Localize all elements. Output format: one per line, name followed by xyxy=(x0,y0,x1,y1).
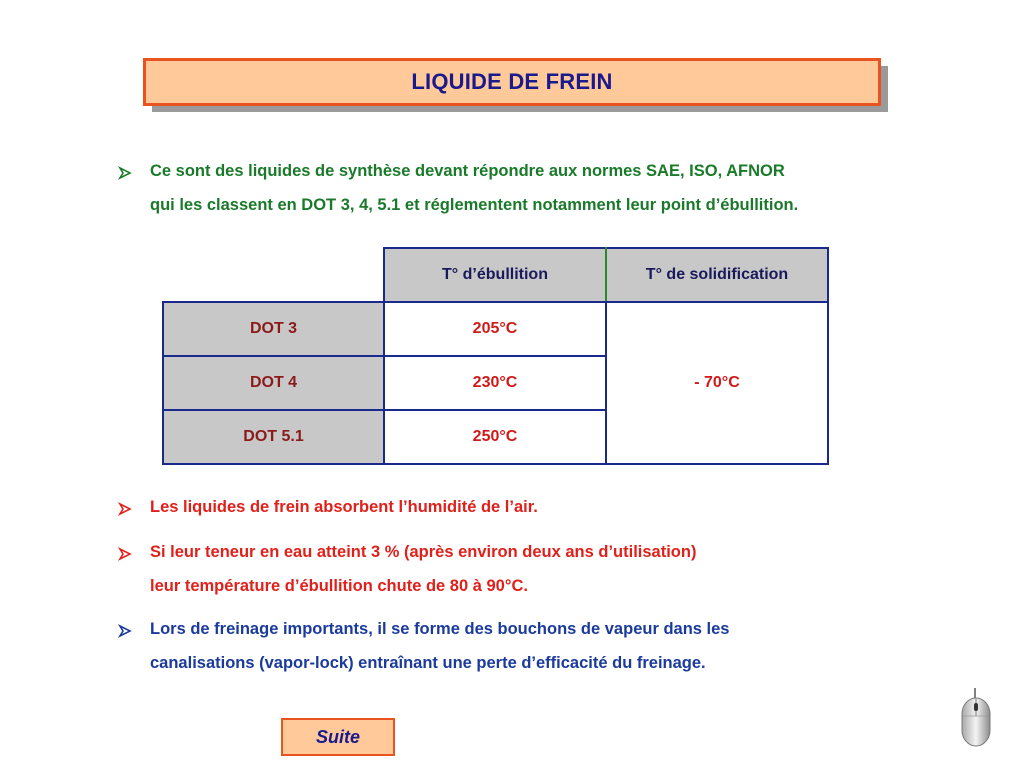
paragraph1-line1: Ce sont des liquides de synthèse devant répondre aux normes SAE, ISO, AFNOR xyxy=(150,162,785,180)
paragraph1-line2: qui les classent en DOT 3, 4, 5.1 et réglementent notamment leur point d’ébullition. xyxy=(150,196,799,214)
boiling-dot51: 250°C xyxy=(384,410,606,464)
arrow-bullet-icon xyxy=(118,624,132,638)
row-label-dot4: DOT 4 xyxy=(163,356,384,410)
paragraph4-line1: Lors de freinage importants, il se forme des bouchons de vapeur dans les xyxy=(150,620,730,638)
title-banner xyxy=(143,58,881,106)
boiling-dot4: 230°C xyxy=(384,356,606,410)
row-label-dot3: DOT 3 xyxy=(163,302,384,356)
table-empty-corner xyxy=(163,248,384,302)
paragraph2-line1: Les liquides de frein absorbent l’humidité de l’air. xyxy=(150,498,538,516)
arrow-bullet-icon xyxy=(118,502,132,516)
suite-button[interactable]: Suite xyxy=(281,718,395,756)
row-label-dot51: DOT 5.1 xyxy=(163,410,384,464)
dot-table xyxy=(162,247,829,465)
page-title: LIQUIDE DE FREIN xyxy=(411,69,613,94)
boiling-dot3: 205°C xyxy=(384,302,606,356)
paragraph3-line2: leur température d’ébullition chute de 80 à 90°C. xyxy=(150,577,528,595)
arrow-bullet-icon xyxy=(118,547,132,561)
mouse-icon[interactable] xyxy=(958,688,994,748)
paragraph4-line2: canalisations (vapor-lock) entraînant une perte d’efficacité du freinage. xyxy=(150,654,706,672)
header-solidification: T° de solidification xyxy=(606,248,828,302)
arrow-bullet-icon xyxy=(118,166,132,180)
header-boiling: T° d’ébullition xyxy=(384,248,606,302)
paragraph3-line1: Si leur teneur en eau atteint 3 % (après environ deux ans d’utilisation) xyxy=(150,543,697,561)
solidification-value: - 70°C xyxy=(606,302,828,464)
